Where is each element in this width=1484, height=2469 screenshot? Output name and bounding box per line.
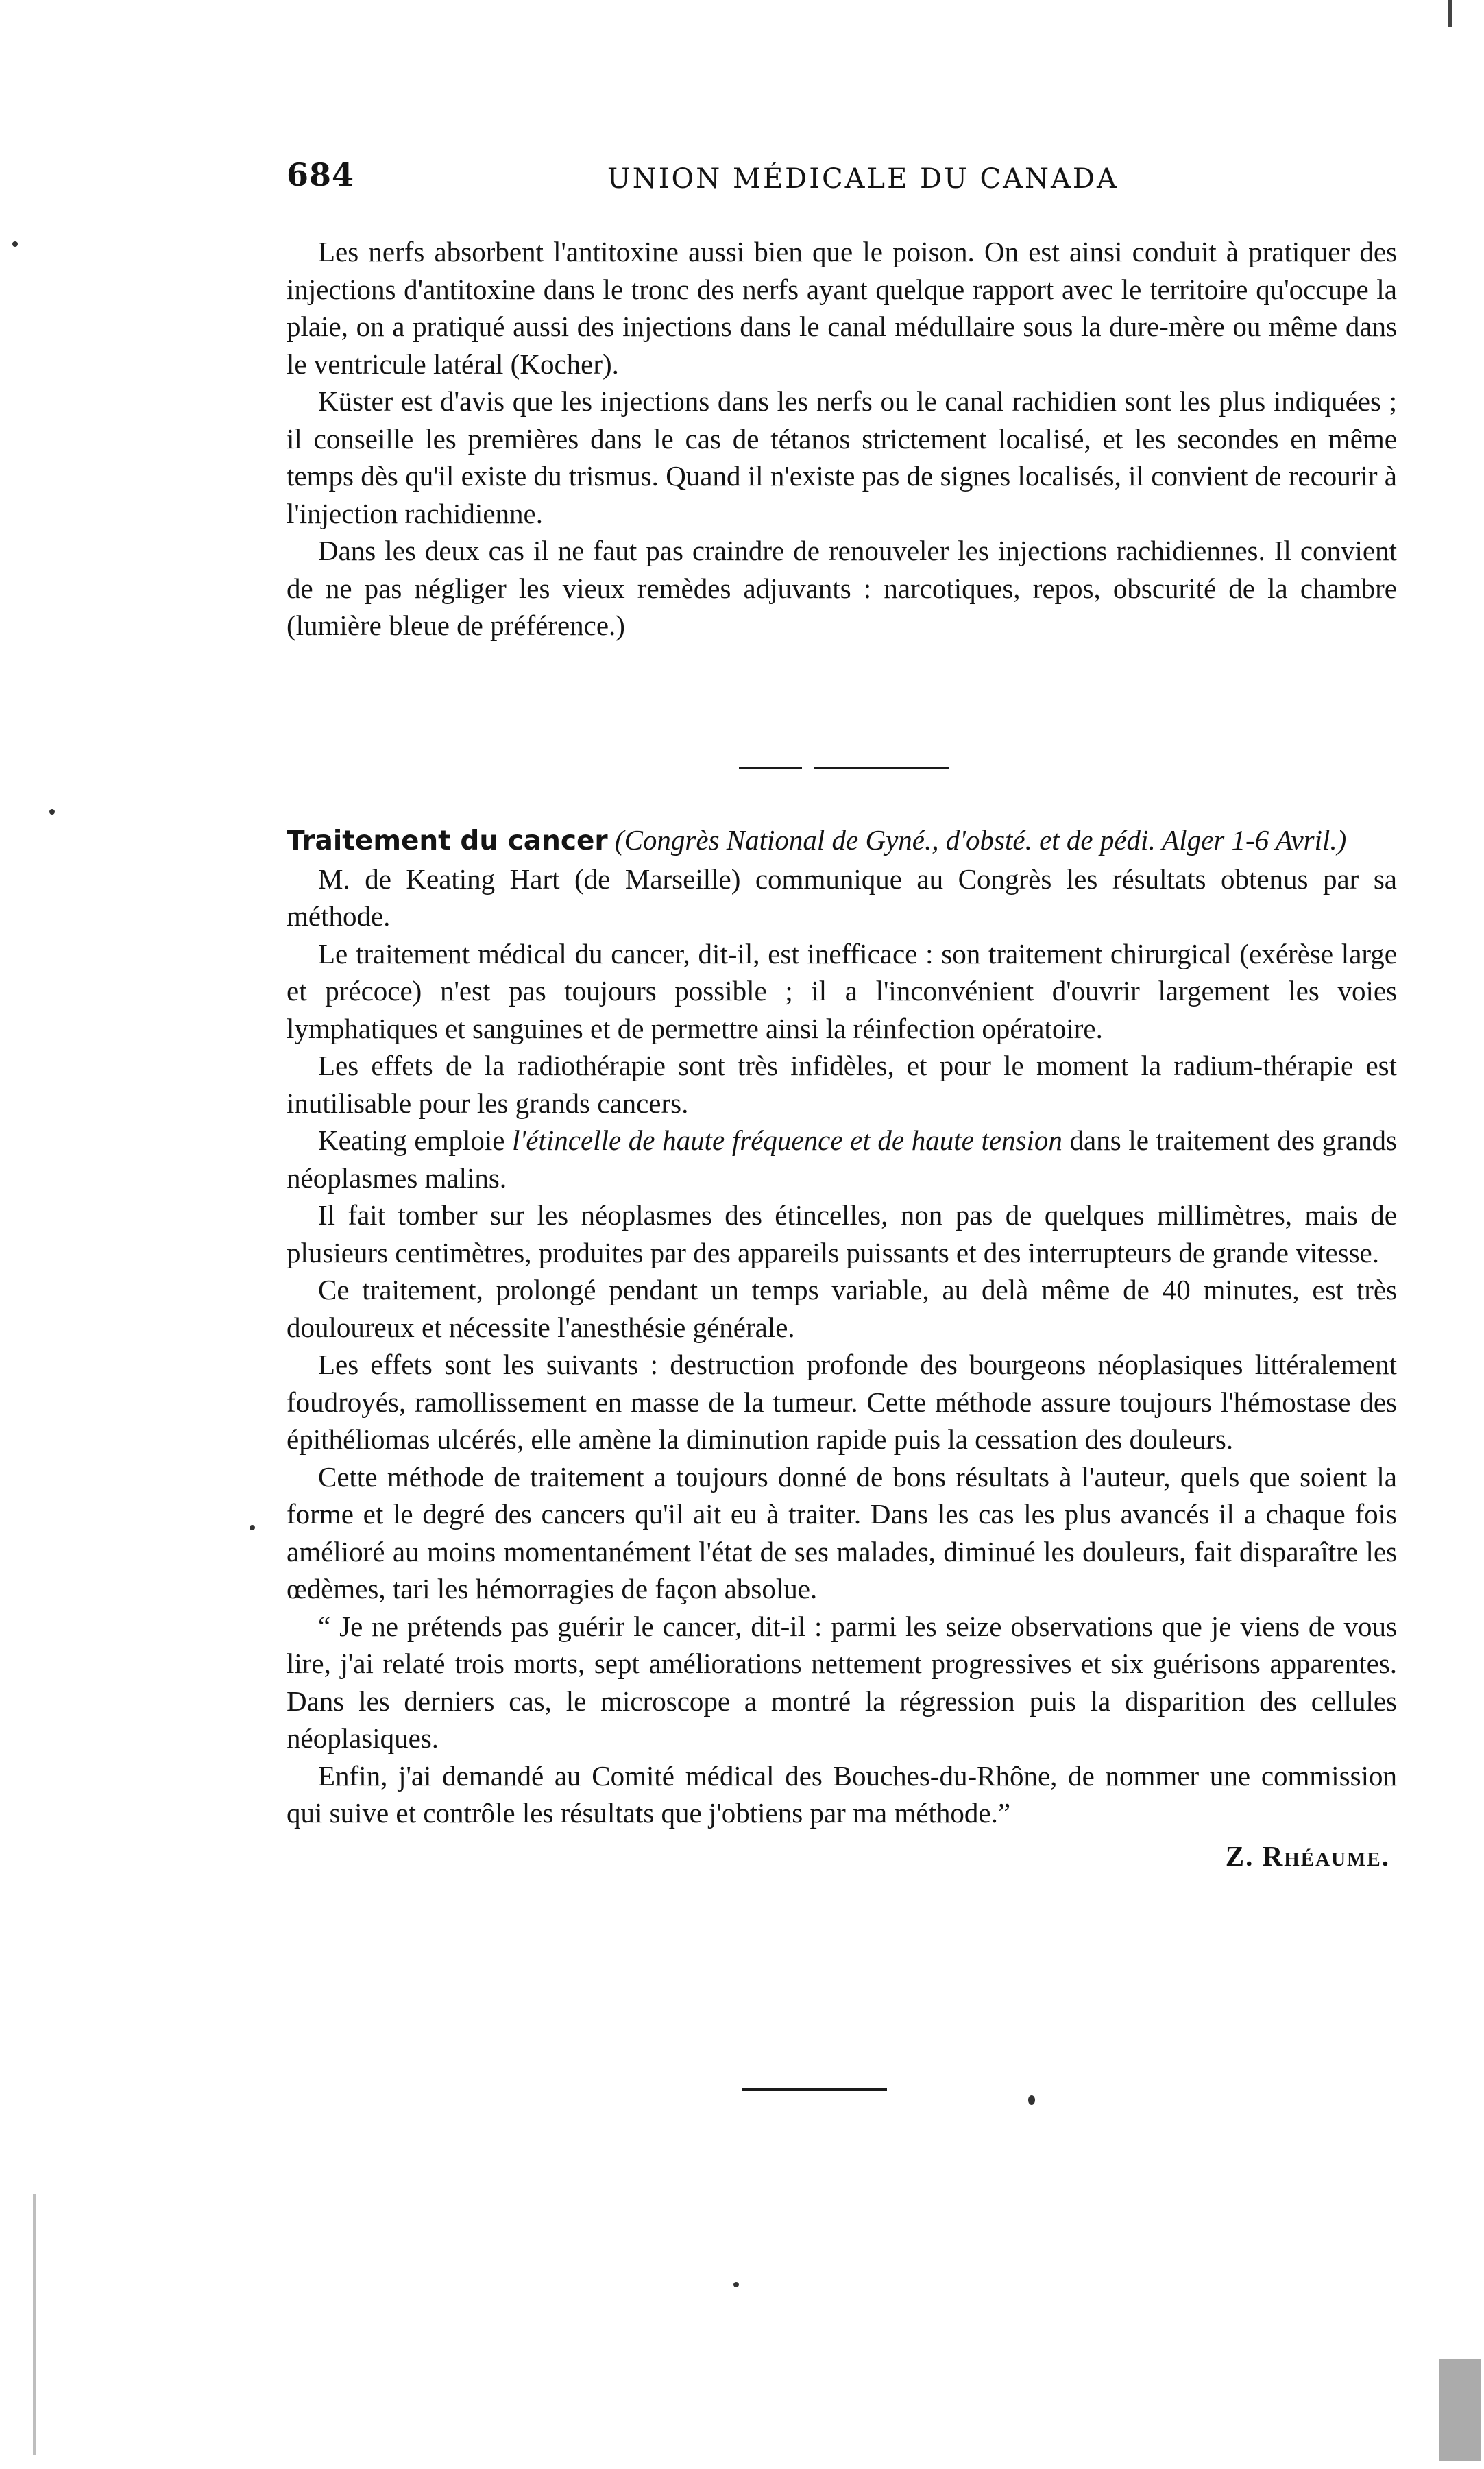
- paragraph: Les effets sont les suivants : destruction profonde des bourgeons néoplasiques littéralement foudroyés, ramollissement en masse de la tumeur. Cette méthode assure toujours l'hémostase des épithéliomas ulcérés, elle amène la diminution rapide puis la cessation des douleurs.: [287, 1349, 1397, 1455]
- paragraph: Dans les deux cas il ne faut pas craindre de renouveler les injections rachidiennes. Il convient de ne pas négliger les vieux remèdes adjuvants : narcotiques, repos, obscurité de la chambre (lumière bleue de préférence.): [287, 535, 1397, 641]
- paragraph: Küster est d'avis que les injections dans les nerfs ou le canal rachidien sont les plus indiquées ; il conseille les premières dans le cas de tétanos strictement localisé, et les secondes en même temps dès qu'il existe du trismus. Quand il n'existe pas de signes localisés, il convient de recourir à l'injection rachidienne.: [287, 385, 1397, 529]
- author-signature: Z. Rhéaume.: [1225, 1840, 1390, 1872]
- scan-edge-mark: [1439, 2359, 1481, 2461]
- running-head: [287, 156, 1136, 204]
- paragraph: Les nerfs absorbent l'antitoxine aussi bien que le poison. On est ainsi conduit à pratiquer des injections d'antitoxine dans le tronc des nerfs ayant quelque rapport avec le territoire qu'occupe la plaie, on a pratiqué aussi des injections dans le canal médullaire sous la dure-mère ou même dans le ventricule latéral (Kocher).: [287, 236, 1397, 380]
- paragraph: Cette méthode de traitement a toujours donné de bons résultats à l'auteur, quels que soient la forme et le degré des cancers qu'il ait eu à traiter. Dans les cas les plus avancés il a chaque fois amélioré au moins momentanément l'état de ses malades, diminué les douleurs, fait disparaître les œdèmes, tari les hémorragies de façon absolue.: [287, 1460, 1397, 1604]
- paragraph: Les effets de la radiothérapie sont très infidèles, et pour le moment la radium-thérapie est inutilisable pour les grands cancers.: [287, 1050, 1397, 1119]
- paragraph: M. de Keating Hart (de Marseille) communique au Congrès les résultats obtenus par sa méthode.: [287, 863, 1397, 932]
- text-run: Keating emploie: [318, 1124, 513, 1156]
- page-number: 684: [287, 156, 355, 193]
- paragraph: Ce traitement, prolongé pendant un temps variable, au delà même de 40 minutes, est très douloureux et nécessite l'anesthésie générale.: [287, 1274, 1397, 1343]
- paragraph: Il fait tomber sur les néoplasmes des étincelles, non pas de quelques millimètres, mais de plusieurs centimètres, produites par des appareils puissants et des interrupteurs de grande vitesse.: [287, 1199, 1397, 1268]
- scan-edge-mark: [33, 2194, 36, 2455]
- article-heading: [287, 821, 1397, 860]
- article-tetanus-text: [287, 233, 1397, 645]
- paragraph-keating: [287, 1122, 1397, 1196]
- paragraph: Le traitement médical du cancer, dit-il, est inefficace : son traitement chirurgical (exérèse large et précoce) n'est pas toujours possible ; il a l'inconvénient d'ouvrir largement les voies lymphatiques et sanguines et de permettre ainsi la réinfection opératoire.: [287, 937, 1397, 1044]
- scan-speck: [12, 241, 18, 247]
- end-divider: [742, 2088, 887, 2091]
- section-divider-right: [814, 767, 949, 769]
- journal-title: UNION MÉDICALE DU CANADA: [607, 163, 1119, 195]
- scan-speck: [1028, 2095, 1035, 2105]
- article-reference: (Congrès National de Gyné., d'obsté. et de pédi. Alger 1-6 Avril.): [614, 824, 1347, 856]
- article-cancer-text: [287, 821, 1397, 1875]
- section-divider-left: [739, 767, 802, 769]
- scan-speck: [49, 809, 55, 815]
- paragraph: “ Je ne prétends pas guérir le cancer, dit-il : parmi les seize observations que je viens de vous lire, j'ai relaté trois morts, sept améliorations nettement progressives et six guérisons apparentes. Dans les derniers cas, le microscope a montré la régression puis la disparition des cellules néoplasiques.: [287, 1610, 1397, 1754]
- article-title: Traitement du cancer: [287, 826, 608, 856]
- scan-speck: [250, 1525, 255, 1530]
- text-run: dans le traitement des grands néoplasmes malins.: [287, 1124, 1397, 1194]
- scan-speck: [733, 2282, 739, 2287]
- emphasized-text: l'étincelle de haute fréquence et de haute tension: [512, 1124, 1062, 1156]
- paragraph: Enfin, j'ai demandé au Comité médical des Bouches-du-Rhône, de nommer une commission qui suive et contrôle les résultats que j'obtiens par ma méthode.”: [287, 1759, 1397, 1829]
- scan-edge-mark: [1448, 0, 1452, 27]
